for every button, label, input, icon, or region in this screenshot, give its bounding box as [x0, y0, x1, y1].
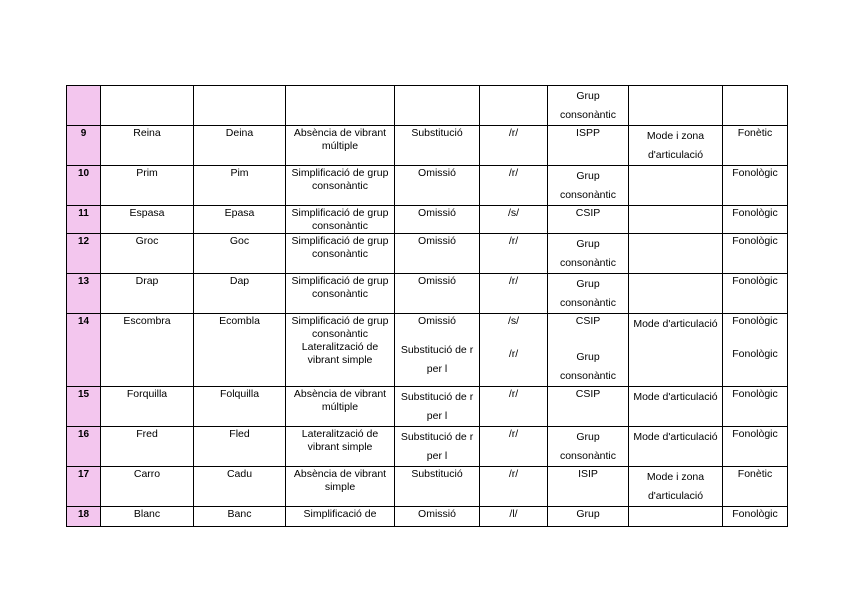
- position-cell: Grup consonàntic: [548, 427, 629, 467]
- features-cell: [629, 507, 723, 527]
- production-cell: Epasa: [194, 206, 286, 234]
- phoneme-cell: /r/: [480, 274, 548, 314]
- table-row: [67, 166, 788, 206]
- table-row: [67, 507, 788, 527]
- production-cell: Dap: [194, 274, 286, 314]
- level-cell: Fonològic: [723, 274, 788, 314]
- process-cell: Simplificació de grup consonàntic: [286, 274, 395, 314]
- row-number-cell: 16: [67, 427, 101, 467]
- type-cell: Omissió: [395, 206, 480, 234]
- features-cell: Mode d'articulació: [629, 427, 723, 467]
- table-row: [67, 314, 788, 387]
- type-cell: Omissió: [395, 166, 480, 206]
- type-cell: Omissió: [395, 234, 480, 274]
- position-cell: CSIP: [548, 206, 629, 234]
- production-cell: Goc: [194, 234, 286, 274]
- level-line-1: Fonològic: [732, 315, 778, 327]
- position-cell: Grup consonàntic: [548, 234, 629, 274]
- features-cell: [629, 234, 723, 274]
- phoneme-cell: [480, 86, 548, 126]
- features-cell: Mode i zona d'articulació: [629, 126, 723, 166]
- level-cell: Fonològic: [723, 166, 788, 206]
- phoneme-cell: [480, 314, 548, 387]
- target-word-cell: Carro: [101, 467, 194, 507]
- process-cell: Simplificació de grup consonàntic: [286, 166, 395, 206]
- level-cell: Fonètic: [723, 126, 788, 166]
- level-cell: Fonològic: [723, 507, 788, 527]
- production-cell: Deina: [194, 126, 286, 166]
- features-cell: [629, 86, 723, 126]
- row-number-cell: 14: [67, 314, 101, 387]
- type-cell: Substitució: [395, 467, 480, 507]
- position-cell: [548, 314, 629, 387]
- row-number-cell: 10: [67, 166, 101, 206]
- row-number-cell: 17: [67, 467, 101, 507]
- position-line-1: CSIP: [575, 315, 601, 327]
- phoneme-cell: /r/: [480, 467, 548, 507]
- features-cell: Mode d'articulació: [629, 387, 723, 427]
- level-cell: Fonològic: [723, 427, 788, 467]
- position-cell: ISPP: [548, 126, 629, 166]
- phoneme-cell: /r/: [480, 234, 548, 274]
- type-cell: Substitució: [395, 126, 480, 166]
- position-cell: Grup: [548, 507, 629, 527]
- phoneme-line-1: /s/: [507, 315, 520, 327]
- position-cell: ISIP: [548, 467, 629, 507]
- row-number-cell: 18: [67, 507, 101, 527]
- phoneme-cell: /l/: [480, 507, 548, 527]
- level-line-2: Fonològic: [732, 348, 778, 360]
- target-word-cell: Reina: [101, 126, 194, 166]
- phoneme-cell: /r/: [480, 126, 548, 166]
- type-cell: [395, 314, 480, 387]
- process-cell: [286, 86, 395, 126]
- features-cell: [629, 274, 723, 314]
- process-cell: Simplificació de grup consonàntic: [286, 234, 395, 274]
- production-cell: Folquilla: [194, 387, 286, 427]
- type-cell: Substitució de r per l: [395, 387, 480, 427]
- features-cell: [629, 166, 723, 206]
- table-row: [67, 427, 788, 467]
- type-cell: Omissió: [395, 274, 480, 314]
- target-word-cell: Espasa: [101, 206, 194, 234]
- target-word-cell: [101, 86, 194, 126]
- production-cell: Pim: [194, 166, 286, 206]
- production-cell: Banc: [194, 507, 286, 527]
- features-cell: Mode d'articulació: [629, 314, 723, 387]
- target-word-cell: Fred: [101, 427, 194, 467]
- target-word-cell: Drap: [101, 274, 194, 314]
- process-cell: Absència de vibrant simple: [286, 467, 395, 507]
- level-cell: Fonològic: [723, 387, 788, 427]
- row-number-cell: [67, 86, 101, 126]
- type-cell: Omissió: [395, 507, 480, 527]
- process-cell: Simplificació de grup consonàntic: [286, 206, 395, 234]
- row-number-cell: 11: [67, 206, 101, 234]
- type-line-1: Omissió: [418, 315, 456, 327]
- row-number-cell: 15: [67, 387, 101, 427]
- type-cell: [395, 86, 480, 126]
- type-cell: Substitució de r per l: [395, 427, 480, 467]
- features-cell: Mode i zona d'articulació: [629, 467, 723, 507]
- position-cell: Grup consonàntic: [548, 274, 629, 314]
- target-word-cell: Escombra: [101, 314, 194, 387]
- position-line-2: Grup consonàntic: [559, 351, 617, 382]
- process-cell: [286, 314, 395, 387]
- table-row: [67, 126, 788, 166]
- table-row: [67, 234, 788, 274]
- process-cell: Absència de vibrant múltiple: [286, 126, 395, 166]
- table-row: [67, 274, 788, 314]
- position-cell: CSIP: [548, 387, 629, 427]
- phoneme-cell: /r/: [480, 427, 548, 467]
- process-cell: Absència de vibrant múltiple: [286, 387, 395, 427]
- phoneme-line-2: /r/: [508, 348, 519, 360]
- row-number-cell: 9: [67, 126, 101, 166]
- row-number-cell: 13: [67, 274, 101, 314]
- process-cell: Simplificació de: [286, 507, 395, 527]
- position-cell: Grup consonàntic: [548, 86, 629, 126]
- phonological-analysis-table: [66, 85, 788, 527]
- table-row: [67, 206, 788, 234]
- production-cell: Fled: [194, 427, 286, 467]
- process-cell: Lateralització de vibrant simple: [286, 427, 395, 467]
- target-word-cell: Prim: [101, 166, 194, 206]
- level-cell: Fonològic: [723, 234, 788, 274]
- table-row: [67, 86, 788, 126]
- process-line-2: Lateralització de vibrant simple: [301, 341, 379, 366]
- production-cell: [194, 86, 286, 126]
- production-cell: Ecombla: [194, 314, 286, 387]
- phoneme-cell: /r/: [480, 387, 548, 427]
- type-line-2: Substitució de r per l: [400, 344, 474, 375]
- table-row: [67, 467, 788, 507]
- level-cell: [723, 86, 788, 126]
- production-cell: Cadu: [194, 467, 286, 507]
- target-word-cell: Blanc: [101, 507, 194, 527]
- table-row: [67, 387, 788, 427]
- row-number-cell: 12: [67, 234, 101, 274]
- phoneme-cell: /r/: [480, 166, 548, 206]
- level-cell: Fonètic: [723, 467, 788, 507]
- target-word-cell: Groc: [101, 234, 194, 274]
- position-cell: Grup consonàntic: [548, 166, 629, 206]
- level-cell: Fonològic: [723, 206, 788, 234]
- level-cell: [723, 314, 788, 387]
- features-cell: [629, 206, 723, 234]
- target-word-cell: Forquilla: [101, 387, 194, 427]
- phoneme-cell: /s/: [480, 206, 548, 234]
- process-line-1: Simplificació de grup consonàntic: [291, 315, 389, 340]
